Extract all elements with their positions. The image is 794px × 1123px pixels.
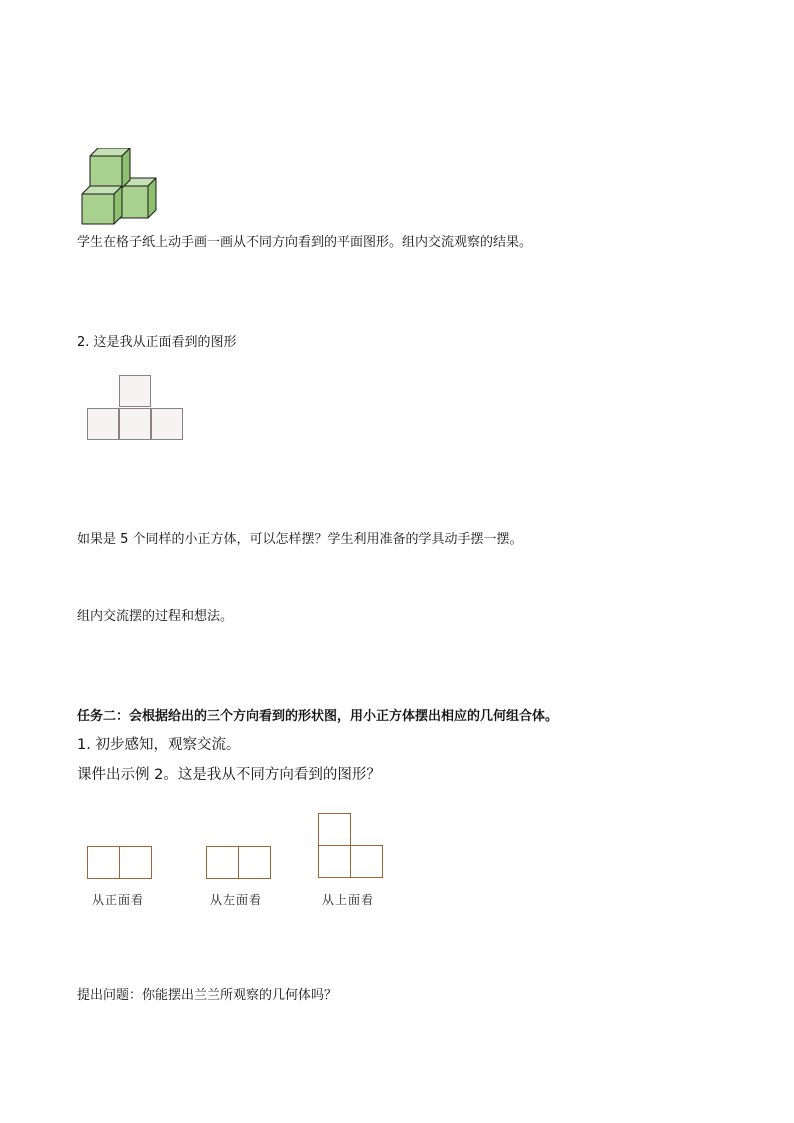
label-front-view: 从正面看 [92, 893, 145, 907]
example-two: 课件出示例 2。这是我从不同方向看到的图形？ [77, 767, 381, 783]
task-two-heading: 任务二：会根据给出的三个方向看到的形状图，用小正方体摆出相应的几何组合体。 [77, 709, 559, 724]
grid-cell [119, 408, 151, 440]
grid-cell [318, 813, 351, 846]
grid-cell [350, 845, 383, 878]
paragraph-five-cubes: 如果是 5 个同样的小正方体，可以怎样摆？学生利用准备的学具动手摆一摆。 [77, 532, 523, 547]
grid-cell [87, 408, 119, 440]
cube-figure [80, 148, 162, 226]
paragraph-group-discussion: 组内交流摆的过程和想法。 [77, 609, 234, 624]
grid-cell [238, 846, 271, 879]
grid-cell [87, 846, 120, 879]
paragraph-front-view: 2. 这是我从正面看到的图形 [77, 335, 237, 350]
front-view-figure [87, 375, 183, 441]
question-prompt: 提出问题：你能摆出兰兰所观察的几何体吗？ [77, 988, 338, 1003]
cube-left [82, 186, 122, 224]
view-top-figure [318, 813, 386, 880]
grid-cell [318, 845, 351, 878]
view-left-figure [206, 846, 274, 880]
paragraph-draw-views: 学生在格子纸上动手画一画从不同方向看到的平面图形。组内交流观察的结果。 [77, 235, 533, 250]
step-one: 1. 初步感知，观察交流。 [77, 737, 241, 753]
grid-cell [206, 846, 239, 879]
label-top-view: 从上面看 [322, 893, 375, 907]
label-left-view: 从左面看 [210, 893, 263, 907]
grid-cell [151, 408, 183, 440]
view-front-figure [87, 846, 155, 880]
cube-top [90, 148, 130, 188]
grid-cell [119, 375, 151, 407]
grid-cell [119, 846, 152, 879]
